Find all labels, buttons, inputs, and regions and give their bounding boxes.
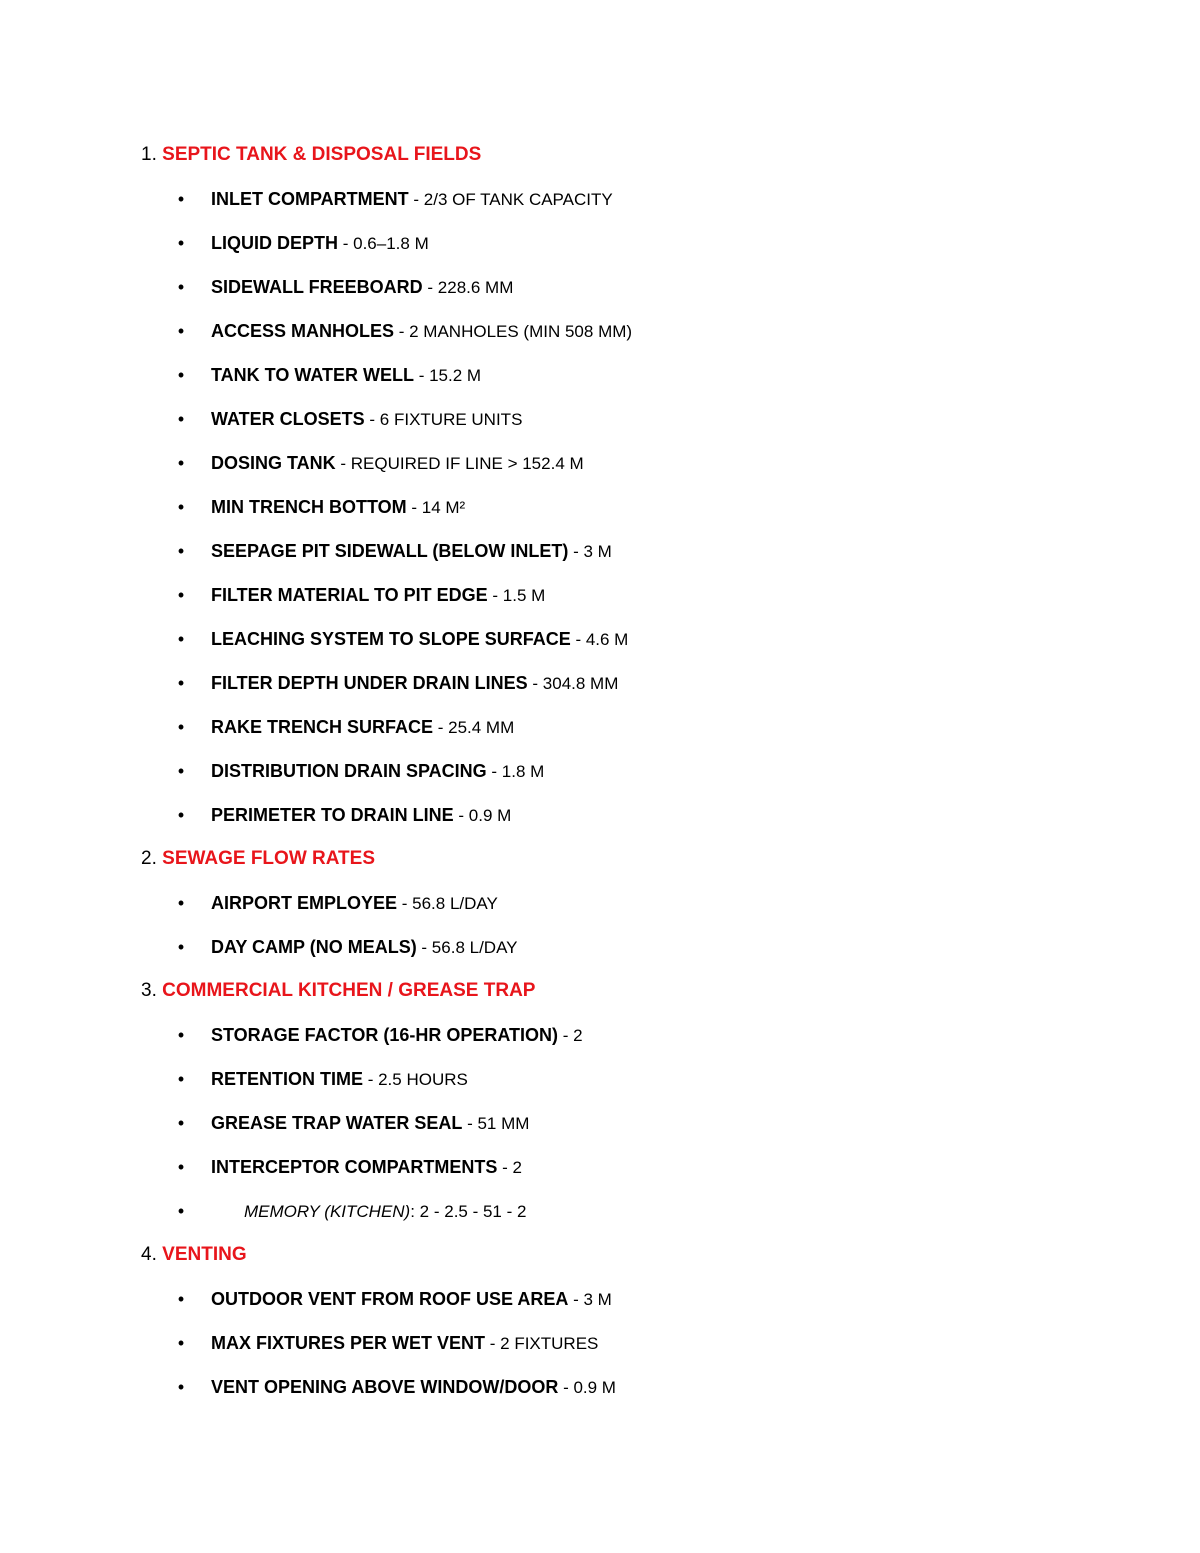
section-title: VENTING	[162, 1244, 247, 1265]
item-value: - 56.8 L/DAY	[416, 938, 518, 957]
item-term: LIQUID DEPTH	[211, 233, 339, 253]
bullet-icon: •	[177, 1289, 185, 1309]
item-term: RAKE TRENCH SURFACE	[211, 717, 434, 737]
section-number: 4.	[141, 1244, 157, 1265]
bullet-icon: •	[177, 365, 185, 385]
list-item	[141, 1108, 1101, 1138]
item-term: SIDEWALL FREEBOARD	[211, 277, 423, 297]
list-item	[141, 404, 1101, 434]
item-value: - 51 MM	[462, 1114, 530, 1133]
bullet-icon: •	[177, 1025, 185, 1045]
item-term: AIRPORT EMPLOYEE	[211, 893, 398, 913]
list-item	[141, 1152, 1101, 1182]
list-item	[141, 536, 1101, 566]
section-title: COMMERCIAL KITCHEN / GREASE TRAP	[162, 980, 536, 1001]
item-term: DISTRIBUTION DRAIN SPACING	[211, 761, 487, 781]
bullet-icon: •	[177, 585, 185, 605]
item-value: - 15.2 M	[413, 366, 482, 385]
item-value: - 0.9 M	[453, 806, 512, 825]
item-term: INLET COMPARTMENT	[211, 189, 409, 209]
bullet-icon: •	[177, 629, 185, 649]
section-number: 3.	[141, 980, 157, 1001]
item-term: ACCESS MANHOLES	[211, 321, 395, 341]
list-item	[141, 448, 1101, 478]
bullet-icon: •	[177, 1113, 185, 1133]
section-number: 2.	[141, 848, 157, 869]
list-item	[141, 932, 1101, 962]
list-item	[141, 272, 1101, 302]
list-item	[141, 1284, 1101, 1314]
item-value: - 25.4 MM	[433, 718, 515, 737]
bullet-icon: •	[177, 1377, 185, 1397]
list-item	[141, 1064, 1101, 1094]
bullet-icon: •	[177, 277, 185, 297]
item-term: DAY CAMP (NO MEALS)	[211, 937, 417, 957]
list-item	[141, 316, 1101, 346]
list-item	[141, 492, 1101, 522]
item-term: MIN TRENCH BOTTOM	[211, 497, 407, 517]
item-term: OUTDOOR VENT FROM ROOF USE AREA	[211, 1289, 569, 1309]
item-term: FILTER DEPTH UNDER DRAIN LINES	[211, 673, 528, 693]
item-value: - 3 M	[568, 1290, 612, 1309]
item-value: - 1.8 M	[486, 762, 545, 781]
bullet-icon: •	[177, 321, 185, 341]
item-value: - 3 M	[568, 542, 612, 561]
bullet-icon: •	[177, 1333, 185, 1353]
list-item	[141, 712, 1101, 742]
item-value: - 1.5 M	[487, 586, 546, 605]
bullet-icon: •	[177, 497, 185, 517]
item-term: GREASE TRAP WATER SEAL	[211, 1113, 463, 1133]
memory-value: : 2 - 2.5 - 51 - 2	[410, 1202, 527, 1221]
item-value: - 6 FIXTURE UNITS	[364, 410, 523, 429]
item-value: - REQUIRED IF LINE > 152.4 M	[335, 454, 584, 473]
bullet-icon: •	[177, 805, 185, 825]
list-item	[141, 360, 1101, 390]
bullet-icon: •	[177, 717, 185, 737]
bullet-icon: •	[177, 1201, 185, 1221]
section-heading	[141, 976, 1101, 1006]
bullet-icon: •	[177, 761, 185, 781]
item-value: - 2.5 HOURS	[363, 1070, 468, 1089]
list-item	[141, 228, 1101, 258]
item-value: - 0.9 M	[558, 1378, 616, 1397]
item-term: LEACHING SYSTEM TO SLOPE SURFACE	[211, 629, 571, 649]
memory-item	[141, 1196, 1101, 1226]
item-term: PERIMETER TO DRAIN LINE	[211, 805, 454, 825]
item-value: - 228.6 MM	[422, 278, 514, 297]
bullet-icon: •	[177, 673, 185, 693]
item-term: STORAGE FACTOR (16-HR OPERATION)	[211, 1025, 559, 1045]
bullet-icon: •	[177, 541, 185, 561]
item-term: RETENTION TIME	[211, 1069, 363, 1089]
item-term: MAX FIXTURES PER WET VENT	[211, 1333, 486, 1353]
item-value: - 0.6–1.8 M	[338, 234, 429, 253]
bullet-icon: •	[177, 1069, 185, 1089]
item-term: WATER CLOSETS	[211, 409, 365, 429]
memory-label: MEMORY (KITCHEN)	[244, 1202, 411, 1221]
section-sewage-flow	[141, 844, 1101, 962]
list-item	[141, 1020, 1101, 1050]
bullet-icon: •	[177, 189, 185, 209]
bullet-icon: •	[177, 409, 185, 429]
item-term: TANK TO WATER WELL	[211, 365, 414, 385]
item-value: - 14 M²	[406, 498, 466, 517]
item-term: DOSING TANK	[211, 453, 336, 473]
section-venting	[141, 1240, 1101, 1402]
list-item	[141, 184, 1101, 214]
item-term: FILTER MATERIAL TO PIT EDGE	[211, 585, 488, 605]
list-item	[141, 800, 1101, 830]
section-commercial-kitchen	[141, 976, 1101, 1226]
item-value: - 2	[558, 1026, 583, 1045]
list-item	[141, 756, 1101, 786]
list-item	[141, 1372, 1101, 1402]
list-item	[141, 580, 1101, 610]
item-value: - 4.6 M	[570, 630, 629, 649]
item-value: - 2	[497, 1158, 522, 1177]
bullet-icon: •	[177, 1157, 185, 1177]
list-item	[141, 888, 1101, 918]
bullet-icon: •	[177, 233, 185, 253]
item-term: INTERCEPTOR COMPARTMENTS	[211, 1157, 498, 1177]
list-item	[141, 624, 1101, 654]
document-content	[141, 140, 1101, 1416]
section-heading	[141, 1240, 1101, 1270]
item-value: - 2 MANHOLES (MIN 508 MM)	[394, 322, 633, 341]
bullet-icon: •	[177, 937, 185, 957]
section-title: SEWAGE FLOW RATES	[162, 848, 376, 869]
item-term: SEEPAGE PIT SIDEWALL (BELOW INLET)	[211, 541, 569, 561]
section-heading	[141, 844, 1101, 874]
section-number: 1.	[141, 144, 157, 165]
item-value: - 2/3 OF TANK CAPACITY	[408, 190, 613, 209]
section-heading	[141, 140, 1101, 170]
bullet-icon: •	[177, 893, 185, 913]
bullet-icon: •	[177, 453, 185, 473]
list-item	[141, 668, 1101, 698]
section-title: SEPTIC TANK & DISPOSAL FIELDS	[162, 144, 482, 165]
section-septic-tank	[141, 140, 1101, 830]
list-item	[141, 1328, 1101, 1358]
item-value: - 2 FIXTURES	[485, 1334, 599, 1353]
item-value: - 56.8 L/DAY	[397, 894, 498, 913]
item-value: - 304.8 MM	[527, 674, 619, 693]
item-term: VENT OPENING ABOVE WINDOW/DOOR	[211, 1377, 559, 1397]
